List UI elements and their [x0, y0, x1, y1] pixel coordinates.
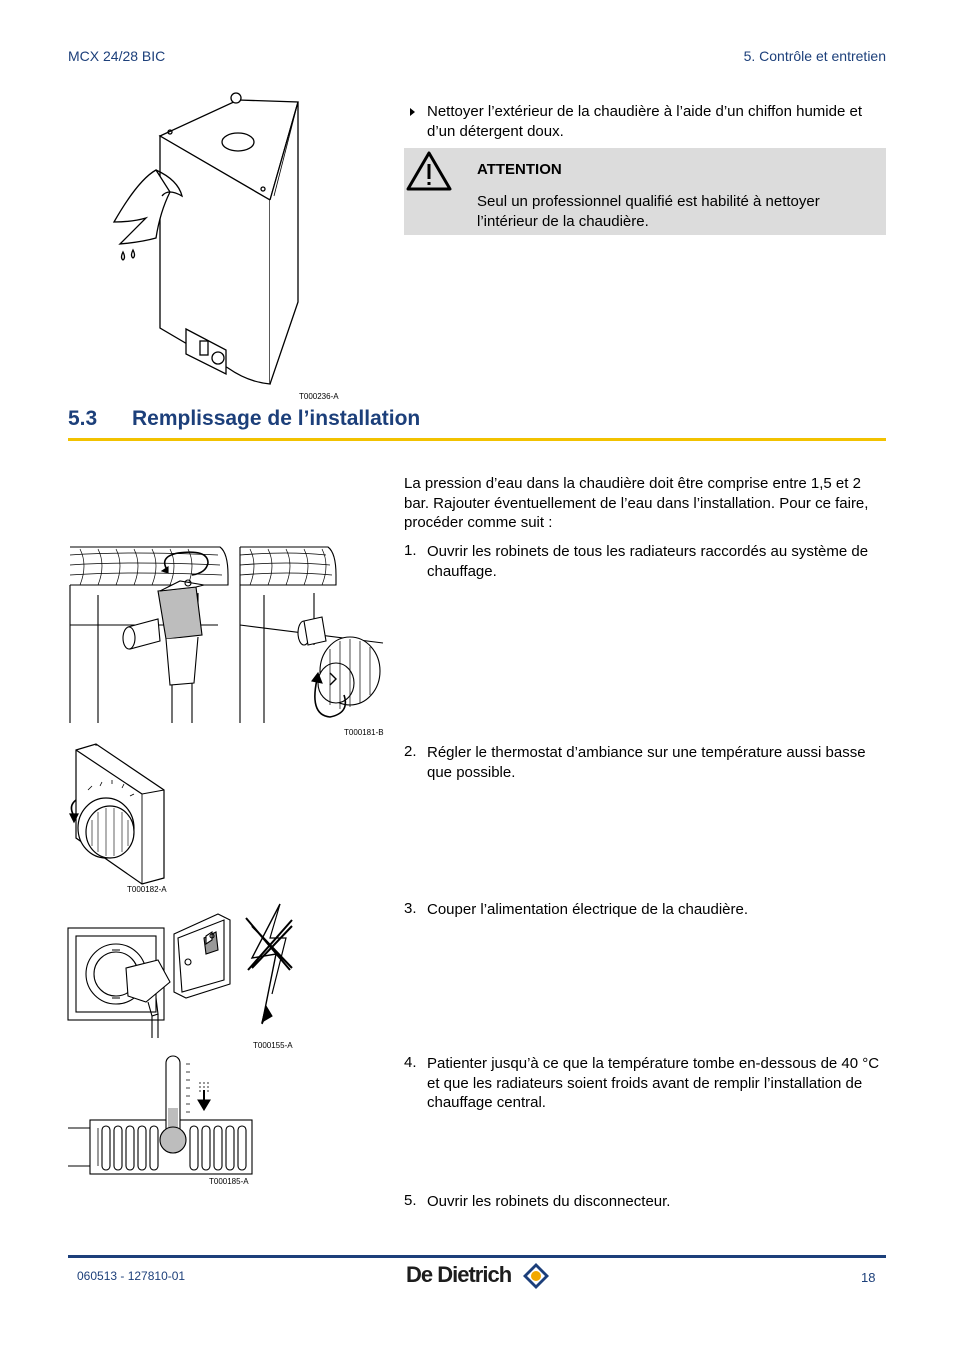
- radiator-thermometer-illustration: [66, 1052, 262, 1176]
- step-text: Régler le thermostat d’ambiance sur une température aussi basse que possible.: [427, 744, 866, 781]
- header-chapter: 5. Contrôle et entretien: [743, 48, 886, 64]
- power-disconnect-illustration: [66, 898, 298, 1040]
- figure-caption: T000181-B: [344, 728, 384, 737]
- step-number: 2.: [404, 743, 417, 760]
- brand-logo-text: De Dietrich: [406, 1262, 512, 1287]
- attention-box: [404, 148, 886, 235]
- radiator-valves-illustration: [68, 545, 386, 725]
- figure-caption: T000185-A: [209, 1177, 249, 1186]
- thermostat-illustration: [66, 742, 170, 884]
- step-number: 4.: [404, 1054, 417, 1071]
- step-text: Couper l’alimentation électrique de la chaudière.: [427, 901, 749, 918]
- boiler-cleaning-illustration: [108, 92, 348, 392]
- page-number: 18: [861, 1270, 876, 1285]
- step-text: Patienter jusqu’à ce que la température tombe en-dessous de 40 °C et que les radiateurs soient froids avant de remplir l’installation de chauffage central.: [427, 1055, 880, 1111]
- cleaning-instruction: Nettoyer l’extérieur de la chaudière à l’aide d’un chiffon humide et d’un détergent doux.: [427, 103, 862, 140]
- attention-title: ATTENTION: [477, 161, 562, 178]
- warning-triangle-icon: [406, 151, 452, 191]
- attention-text: Seul un professionnel qualifié est habilité à nettoyer l’intérieur de la chaudière.: [477, 193, 820, 230]
- figure-caption-boiler: T000236-A: [299, 392, 339, 401]
- step-number: 5.: [404, 1192, 417, 1209]
- figure-caption: T000182-A: [127, 885, 167, 894]
- step-number: 3.: [404, 900, 417, 917]
- footer-rule: [68, 1255, 886, 1258]
- bullet-arrow-icon: [409, 107, 417, 117]
- section-rule: [68, 438, 886, 441]
- brand-logo-icon: [522, 1262, 550, 1290]
- section-title: Remplissage de l’installation: [132, 407, 421, 430]
- section-number: 5.3: [68, 407, 98, 430]
- footer-doc-reference: 060513 - 127810-01: [77, 1269, 186, 1283]
- step-text: Ouvrir les robinets du disconnecteur.: [427, 1193, 671, 1210]
- figure-caption: T000155-A: [253, 1041, 293, 1050]
- step-text: Ouvrir les robinets de tous les radiateurs raccordés au système de chauffage.: [427, 543, 869, 580]
- step-number: 1.: [404, 542, 417, 559]
- section-intro: La pression d’eau dans la chaudière doit être comprise entre 1,5 et 2 bar. Rajouter éventuellement de l’eau dans l’installation. Pour ce faire, procéder comme suit :: [404, 475, 869, 531]
- header-doc-title: MCX 24/28 BIC: [68, 48, 166, 64]
